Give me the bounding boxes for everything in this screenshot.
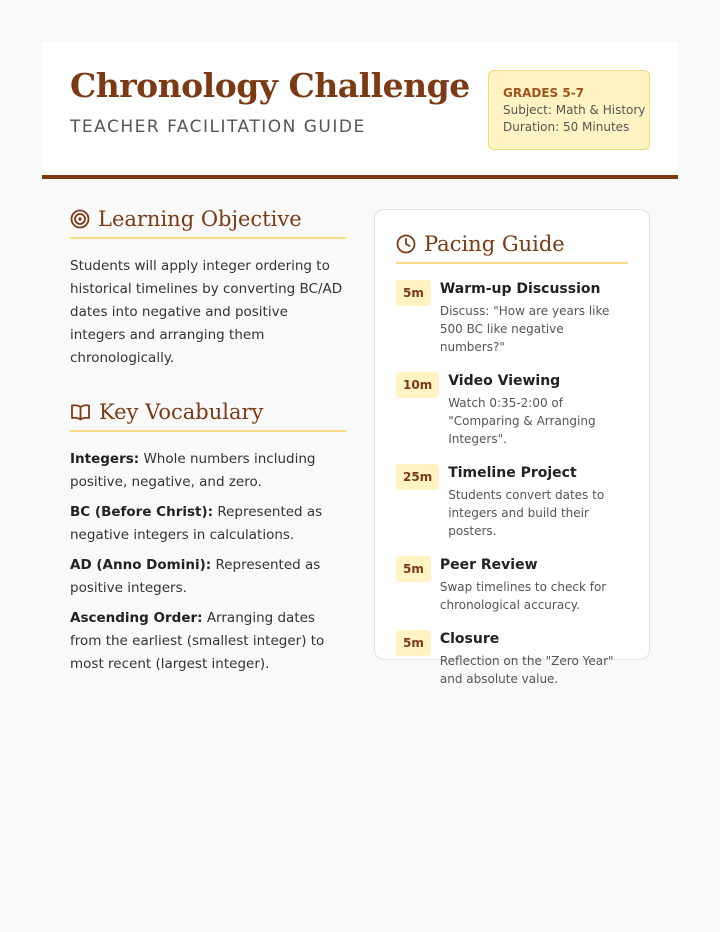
meta-box bbox=[488, 70, 650, 150]
vocab-definition: Whole numbers including positive, negative, and zero. bbox=[70, 451, 316, 490]
vocab-definition: Represented as positive integers. bbox=[70, 557, 321, 596]
vocab-definition: Represented as negative integers in calculations. bbox=[70, 504, 323, 543]
duration-label: Duration: 50 Minutes bbox=[503, 120, 630, 134]
vocab-term: Ascending Order: bbox=[70, 610, 203, 626]
pacing-item-desc: Reflection on the "Zero Year" and absolute value. bbox=[439, 654, 614, 686]
objective-heading-text: Learning Objective bbox=[98, 207, 302, 231]
vocab-term: AD (Anno Domini): bbox=[70, 557, 212, 573]
vocabulary-heading-text: Key Vocabulary bbox=[99, 400, 264, 424]
vocab-item bbox=[70, 501, 346, 547]
page-title: Chronology Challenge bbox=[70, 66, 470, 105]
pacing-item-desc: Students convert dates to integers and build their posters. bbox=[448, 488, 605, 538]
pacing-item-desc: Discuss: "How are years like 500 BC like negative numbers?" bbox=[439, 304, 610, 354]
pacing-item bbox=[396, 464, 628, 540]
vocab-item bbox=[70, 607, 346, 676]
pacing-item-desc: Swap timelines to check for chronological accuracy. bbox=[439, 580, 607, 612]
left-column bbox=[70, 207, 346, 683]
time-badge: 5m bbox=[396, 280, 431, 306]
guide-page bbox=[42, 42, 678, 892]
objective-text: Students will apply integer ordering to historical timelines by converting BC/AD dates into negative and positive integers and arranging them chronologically. bbox=[70, 258, 343, 366]
time-badge: 5m bbox=[396, 556, 431, 582]
grades-label: GRADES 5-7 bbox=[503, 86, 585, 100]
subject-label: Subject: Math & History bbox=[503, 103, 646, 117]
vocab-item bbox=[70, 448, 346, 494]
time-badge: 5m bbox=[396, 630, 431, 656]
header bbox=[42, 42, 678, 179]
pacing-item bbox=[396, 280, 628, 356]
vocab-definition: Arranging dates from the earliest (smallest integer) to most recent (largest integer). bbox=[70, 610, 325, 672]
pacing-item-title: Peer Review bbox=[439, 557, 538, 573]
target-icon bbox=[70, 209, 90, 229]
vocab-item bbox=[70, 554, 346, 600]
pacing-item bbox=[396, 556, 628, 614]
pacing-card bbox=[374, 209, 650, 686]
pacing-item bbox=[396, 630, 628, 688]
pacing-item-title: Video Viewing bbox=[448, 373, 561, 389]
vocabulary-heading bbox=[70, 400, 346, 432]
clock-icon bbox=[396, 234, 416, 254]
pacing-heading-text: Pacing Guide bbox=[424, 232, 565, 256]
pacing-heading bbox=[396, 232, 628, 264]
book-icon bbox=[70, 402, 91, 422]
pacing-item-desc: Watch 0:35-2:00 of "Comparing & Arranging Integers". bbox=[448, 396, 596, 446]
pacing-item-title: Timeline Project bbox=[448, 465, 577, 481]
vocab-term: BC (Before Christ): bbox=[70, 504, 214, 520]
pacing-item-title: Closure bbox=[439, 631, 500, 647]
vocab-term: Integers: bbox=[70, 451, 140, 467]
page-subtitle: TEACHER FACILITATION GUIDE bbox=[70, 117, 366, 137]
objective-heading bbox=[70, 207, 346, 239]
pacing-list bbox=[396, 280, 628, 688]
time-badge: 25m bbox=[396, 464, 439, 490]
pacing-item bbox=[396, 372, 628, 448]
pacing-item-title: Warm-up Discussion bbox=[439, 281, 601, 297]
time-badge: 10m bbox=[396, 372, 439, 398]
vocabulary-list bbox=[70, 448, 346, 676]
